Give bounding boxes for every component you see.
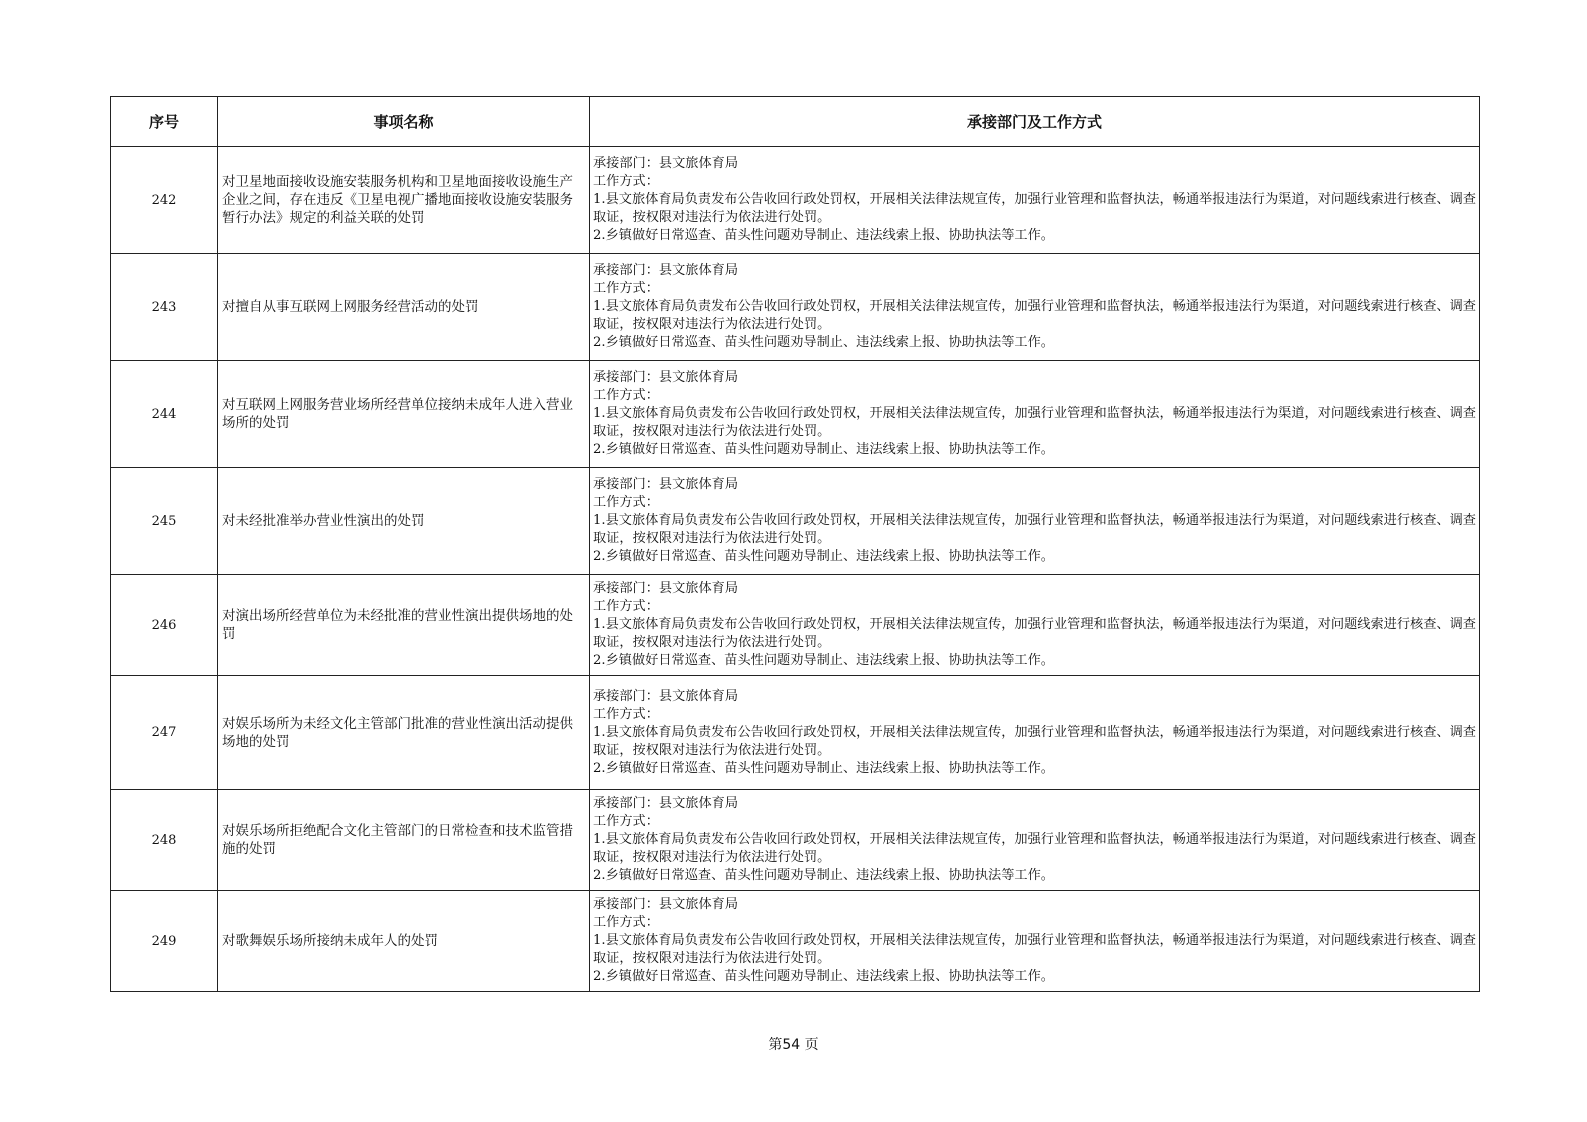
department-line: 承接部门：县文旅体育局 bbox=[593, 477, 739, 492]
step-two-text: 2.乡镇做好日常巡查、苗头性问题劝导制止、违法线索上报、协助执法等工作。 bbox=[593, 868, 1054, 883]
item-name-cell: 对娱乐场所为未经文化主管部门批准的营业性演出活动提供场地的处罚 bbox=[218, 676, 590, 790]
step-one-text: 1.县文旅体育局负责发布公告收回行政处罚权，开展相关法律法规宣传，加强行业管理和监督执法，畅通举报违法行为渠道，对问题线索进行核查、调查取证，按权限对违法行为依法进行处罚。 bbox=[593, 724, 1476, 758]
step-two-text: 2.乡镇做好日常巡查、苗头性问题劝导制止、违法线索上报、协助执法等工作。 bbox=[593, 653, 1054, 668]
table-row bbox=[111, 468, 1480, 575]
step-two-text: 2.乡镇做好日常巡查、苗头性问题劝导制止、违法线索上报、协助执法等工作。 bbox=[593, 969, 1054, 984]
method-label-line: 工作方式： bbox=[593, 495, 659, 510]
serial-number-cell: 249 bbox=[111, 891, 218, 992]
method-label-line: 工作方式： bbox=[593, 706, 659, 722]
item-name-cell: 对娱乐场所拒绝配合文化主管部门的日常检查和技术监管措施的处罚 bbox=[218, 790, 590, 891]
serial-number-cell: 245 bbox=[111, 468, 218, 575]
table-row bbox=[111, 361, 1480, 468]
department-line: 承接部门：县文旅体育局 bbox=[593, 370, 739, 385]
department-method-cell bbox=[590, 891, 1480, 992]
step-one-text: 1.县文旅体育局负责发布公告收回行政处罚权，开展相关法律法规宣传，加强行业管理和监督执法，畅通举报违法行为渠道，对问题线索进行核查、调查取证，按权限对违法行为依法进行处罚。 bbox=[593, 299, 1476, 332]
department-method-cell bbox=[590, 790, 1480, 891]
item-name-cell: 对卫星地面接收设施安装服务机构和卫星地面接收设施生产企业之间，存在违反《卫星电视广播地面接收设施安装服务暂行办法》规定的利益关联的处罚 bbox=[218, 147, 590, 254]
department-method-cell bbox=[590, 147, 1480, 254]
serial-number-cell: 242 bbox=[111, 147, 218, 254]
step-one-text: 1.县文旅体育局负责发布公告收回行政处罚权，开展相关法律法规宣传，加强行业管理和监督执法，畅通举报违法行为渠道，对问题线索进行核查、调查取证，按权限对违法行为依法进行处罚。 bbox=[593, 513, 1476, 546]
serial-number-cell: 243 bbox=[111, 254, 218, 361]
table-row bbox=[111, 254, 1480, 361]
department-line: 承接部门：县文旅体育局 bbox=[593, 688, 739, 704]
item-name-cell: 对互联网上网服务营业场所经营单位接纳未成年人进入营业场所的处罚 bbox=[218, 361, 590, 468]
step-one-text: 1.县文旅体育局负责发布公告收回行政处罚权，开展相关法律法规宣传，加强行业管理和监督执法，畅通举报违法行为渠道，对问题线索进行核查、调查取证，按权限对违法行为依法进行处罚。 bbox=[593, 933, 1476, 966]
page-number: 第54 页 bbox=[768, 1037, 819, 1053]
step-two-text: 2.乡镇做好日常巡查、苗头性问题劝导制止、违法线索上报、协助执法等工作。 bbox=[593, 760, 1054, 776]
items-table bbox=[110, 96, 1480, 992]
method-label-line: 工作方式： bbox=[593, 174, 659, 189]
header-item-name: 事项名称 bbox=[218, 97, 590, 147]
method-label-line: 工作方式： bbox=[593, 599, 659, 614]
department-line: 承接部门：县文旅体育局 bbox=[593, 156, 739, 171]
table-row bbox=[111, 676, 1480, 790]
method-label-line: 工作方式： bbox=[593, 915, 659, 930]
item-name-cell: 对未经批准举办营业性演出的处罚 bbox=[218, 468, 590, 575]
department-line: 承接部门：县文旅体育局 bbox=[593, 263, 739, 278]
serial-number-cell: 247 bbox=[111, 676, 218, 790]
header-department-method: 承接部门及工作方式 bbox=[590, 97, 1480, 147]
step-one-text: 1.县文旅体育局负责发布公告收回行政处罚权，开展相关法律法规宣传，加强行业管理和监督执法，畅通举报违法行为渠道，对问题线索进行核查、调查取证，按权限对违法行为依法进行处罚。 bbox=[593, 192, 1476, 225]
step-two-text: 2.乡镇做好日常巡查、苗头性问题劝导制止、违法线索上报、协助执法等工作。 bbox=[593, 549, 1054, 564]
department-method-cell bbox=[590, 468, 1480, 575]
department-method-cell bbox=[590, 254, 1480, 361]
table-header-row bbox=[111, 97, 1480, 147]
method-label-line: 工作方式： bbox=[593, 281, 659, 296]
method-label-line: 工作方式： bbox=[593, 388, 659, 403]
serial-number-cell: 246 bbox=[111, 575, 218, 676]
step-one-text: 1.县文旅体育局负责发布公告收回行政处罚权，开展相关法律法规宣传，加强行业管理和监督执法，畅通举报违法行为渠道，对问题线索进行核查、调查取证，按权限对违法行为依法进行处罚。 bbox=[593, 617, 1476, 650]
step-two-text: 2.乡镇做好日常巡查、苗头性问题劝导制止、违法线索上报、协助执法等工作。 bbox=[593, 442, 1054, 457]
table-row bbox=[111, 575, 1480, 676]
header-serial-number: 序号 bbox=[111, 97, 218, 147]
table-row bbox=[111, 891, 1480, 992]
department-method-cell bbox=[590, 361, 1480, 468]
table-row bbox=[111, 790, 1480, 891]
step-two-text: 2.乡镇做好日常巡查、苗头性问题劝导制止、违法线索上报、协助执法等工作。 bbox=[593, 228, 1054, 243]
item-name-cell: 对演出场所经营单位为未经批准的营业性演出提供场地的处罚 bbox=[218, 575, 590, 676]
serial-number-cell: 248 bbox=[111, 790, 218, 891]
step-one-text: 1.县文旅体育局负责发布公告收回行政处罚权，开展相关法律法规宣传，加强行业管理和监督执法，畅通举报违法行为渠道，对问题线索进行核查、调查取证，按权限对违法行为依法进行处罚。 bbox=[593, 406, 1476, 439]
department-line: 承接部门：县文旅体育局 bbox=[593, 581, 739, 596]
department-method-cell bbox=[590, 676, 1480, 790]
step-two-text: 2.乡镇做好日常巡查、苗头性问题劝导制止、违法线索上报、协助执法等工作。 bbox=[593, 335, 1054, 350]
department-line: 承接部门：县文旅体育局 bbox=[593, 796, 739, 811]
table-body bbox=[111, 147, 1480, 992]
table-row bbox=[111, 147, 1480, 254]
serial-number-cell: 244 bbox=[111, 361, 218, 468]
item-name-cell: 对歌舞娱乐场所接纳未成年人的处罚 bbox=[218, 891, 590, 992]
step-one-text: 1.县文旅体育局负责发布公告收回行政处罚权，开展相关法律法规宣传，加强行业管理和监督执法，畅通举报违法行为渠道，对问题线索进行核查、调查取证，按权限对违法行为依法进行处罚。 bbox=[593, 832, 1476, 865]
department-method-cell bbox=[590, 575, 1480, 676]
department-line: 承接部门：县文旅体育局 bbox=[593, 897, 739, 912]
item-name-cell: 对擅自从事互联网上网服务经营活动的处罚 bbox=[218, 254, 590, 361]
method-label-line: 工作方式： bbox=[593, 814, 659, 829]
